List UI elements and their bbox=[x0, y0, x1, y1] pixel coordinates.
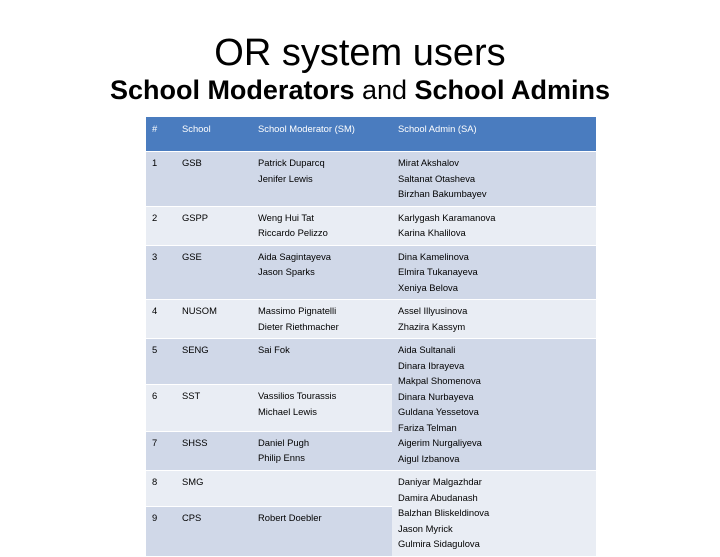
person-name: Damira Abudanash bbox=[398, 491, 478, 503]
school-name: SENG bbox=[176, 339, 252, 385]
row-number: 6 bbox=[146, 385, 176, 431]
table-row bbox=[146, 152, 596, 207]
person-name: Riccardo Pelizzo bbox=[258, 227, 328, 238]
subtitle-school-admins: School Admins bbox=[414, 75, 611, 105]
person-name: Jason Sparks bbox=[258, 266, 315, 277]
person-name: Gulmira Sidagulova bbox=[398, 538, 480, 549]
school-name: NUSOM bbox=[176, 300, 252, 339]
person-name: Sai Fok bbox=[258, 344, 290, 355]
person-name: Karina Khalilova bbox=[398, 227, 466, 238]
person-name: Aida Sagintayeva bbox=[258, 250, 331, 262]
person-name: Daniel Pugh bbox=[258, 436, 310, 448]
school-admin-cell bbox=[392, 471, 596, 557]
row-number: 8 bbox=[146, 471, 176, 507]
subtitle-school-moderators: School Moderators bbox=[109, 75, 355, 105]
table-header-row bbox=[146, 117, 596, 152]
row-number: 3 bbox=[146, 245, 176, 300]
subtitle-and: and bbox=[354, 75, 415, 105]
person-name: Vassilios Tourassis bbox=[258, 390, 337, 402]
page-subtitle bbox=[0, 74, 720, 106]
person-name: Weng Hui Tat bbox=[258, 211, 314, 223]
person-name: Robert Doebler bbox=[258, 511, 322, 523]
person-name: Assel Illyusinova bbox=[398, 305, 468, 316]
row-number: 1 bbox=[146, 152, 176, 207]
person-name: Aida Sultanali bbox=[398, 344, 456, 355]
row-number: 7 bbox=[146, 431, 176, 470]
person-name: Daniyar Malgazhdar bbox=[398, 476, 482, 487]
person-name: Makpal Shomenova bbox=[398, 375, 481, 386]
person-name: Dieter Riethmacher bbox=[258, 320, 339, 332]
school-moderator-cell bbox=[252, 152, 392, 207]
person-name: Jenifer Lewis bbox=[258, 172, 313, 184]
person-name: Patrick Duparcq bbox=[258, 157, 325, 168]
person-name: Mirat Akshalov bbox=[398, 157, 459, 168]
person-name: Saltanat Otasheva bbox=[398, 172, 476, 184]
school-admin-cell bbox=[392, 152, 596, 207]
row-number: 9 bbox=[146, 506, 176, 556]
school-admin-cell bbox=[392, 206, 596, 245]
school-moderator-cell bbox=[252, 206, 392, 245]
row-number: 2 bbox=[146, 206, 176, 245]
table-body bbox=[146, 152, 596, 557]
person-name: Michael Lewis bbox=[258, 405, 317, 417]
school-moderator-cell bbox=[252, 300, 392, 339]
header-school-moderator: School Moderator (SM) bbox=[252, 117, 392, 152]
school-moderator-cell bbox=[252, 471, 392, 507]
person-name: Dinara Ibrayeva bbox=[398, 359, 465, 371]
person-name: Zhazira Kassym bbox=[398, 320, 466, 332]
table-row bbox=[146, 300, 596, 339]
person-name: Aigerim Nurgaliyeva bbox=[398, 437, 482, 448]
school-name: GSB bbox=[176, 152, 252, 207]
person-name: Balzhan Bliskeldinova bbox=[398, 507, 490, 518]
header-number: # bbox=[146, 117, 176, 152]
person-name: Aigul Izbanova bbox=[398, 452, 460, 464]
school-name: GSE bbox=[176, 245, 252, 300]
header-school: School bbox=[176, 117, 252, 152]
person-name: Xeniya Belova bbox=[398, 281, 458, 293]
page-title: OR system users bbox=[214, 32, 506, 74]
school-admin-cell bbox=[392, 300, 596, 339]
person-name: Dinara Nurbayeva bbox=[398, 390, 474, 402]
table-row bbox=[146, 206, 596, 245]
row-number: 5 bbox=[146, 339, 176, 385]
person-name: Fariza Telman bbox=[398, 421, 457, 433]
person-name: Elmira Tukanayeva bbox=[398, 266, 478, 277]
table-row bbox=[146, 245, 596, 300]
person-name: Karlygash Karamanova bbox=[398, 211, 496, 223]
school-moderator-cell bbox=[252, 506, 392, 556]
school-moderator-cell bbox=[252, 245, 392, 300]
person-name: Guldana Yessetova bbox=[398, 406, 479, 417]
table-row bbox=[146, 339, 596, 385]
school-moderator-cell bbox=[252, 339, 392, 385]
person-name: Jason Myrick bbox=[398, 522, 453, 534]
row-number: 4 bbox=[146, 300, 176, 339]
person-name: Philip Enns bbox=[258, 452, 305, 464]
school-moderator-cell bbox=[252, 431, 392, 470]
school-name: SST bbox=[176, 385, 252, 431]
school-admin-cell bbox=[392, 339, 596, 471]
person-name: Birzhan Bakumbayev bbox=[398, 188, 487, 199]
school-name: GSPP bbox=[176, 206, 252, 245]
school-admin-cell bbox=[392, 245, 596, 300]
header-school-admin: School Admin (SA) bbox=[392, 117, 596, 152]
person-name: Dina Kamelinova bbox=[398, 250, 469, 262]
person-name: Massimo Pignatelli bbox=[258, 305, 337, 316]
school-name: SHSS bbox=[176, 431, 252, 470]
school-name: CPS bbox=[176, 506, 252, 556]
school-name: SMG bbox=[176, 471, 252, 507]
users-table bbox=[146, 117, 596, 557]
table-row bbox=[146, 471, 596, 507]
school-moderator-cell bbox=[252, 385, 392, 431]
